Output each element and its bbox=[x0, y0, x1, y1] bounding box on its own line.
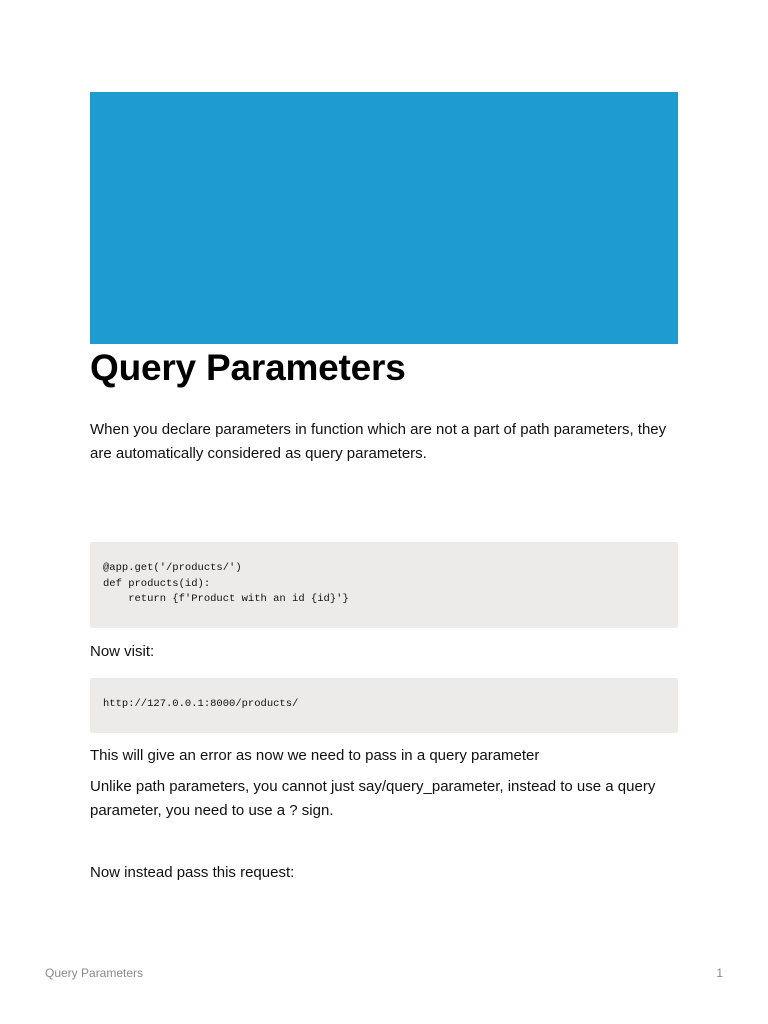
instead-note-text: Now instead pass this request: bbox=[90, 864, 295, 881]
error-note-text: This will give an error as now we need to pass in a query parameter bbox=[90, 747, 540, 764]
intro-paragraph: When you declare parameters in function which are not a part of path parameters, they are automatically considered as query parameters. bbox=[90, 421, 667, 462]
code-block-url bbox=[90, 678, 678, 733]
now-visit-text: Now visit: bbox=[90, 643, 155, 660]
code-snippet-url: http://127.0.0.1:8000/products/ bbox=[103, 698, 299, 710]
code-block-route bbox=[90, 542, 678, 628]
footer-title: Query Parameters bbox=[45, 966, 144, 980]
footer-page-number: 1 bbox=[716, 966, 723, 980]
unlike-note-paragraph: Unlike path parameters, you cannot just say/query_parameter, instead to use a query parameter, you need to use a ? sign. bbox=[90, 778, 656, 819]
page-title: Query Parameters bbox=[90, 347, 406, 388]
hero-banner bbox=[90, 92, 678, 344]
code-snippet-route: @app.get('/products/') def products(id): return {f'Product with an id {id}'} bbox=[103, 562, 349, 606]
